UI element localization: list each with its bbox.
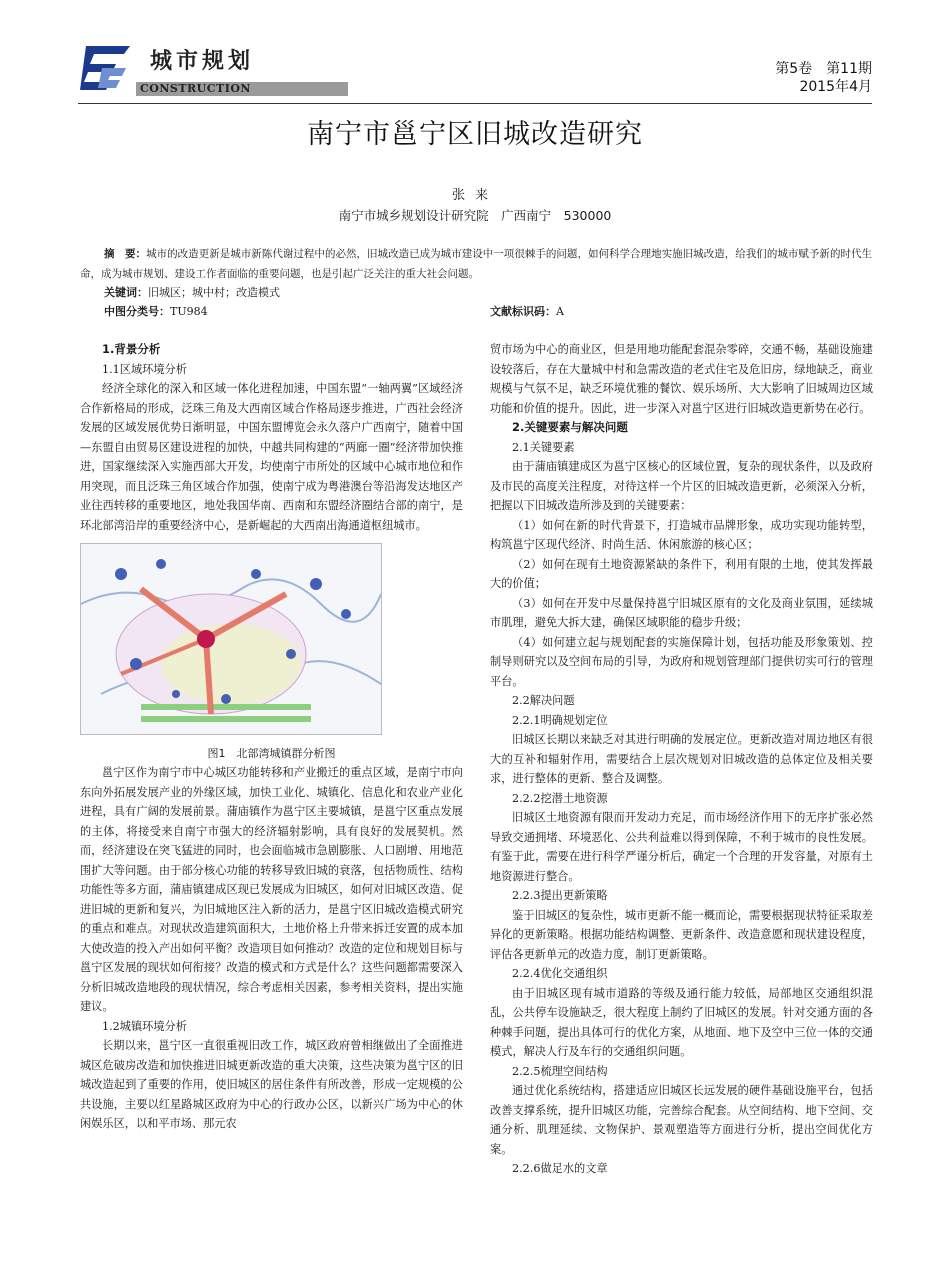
journal-title: 城市规划 — [150, 49, 255, 74]
subsection-heading: 2.2解决问题 — [512, 694, 575, 707]
header-rule — [78, 103, 872, 104]
doc-code-text: A — [556, 305, 564, 318]
article-title: 南宁市邕宁区旧城改造研究 — [307, 119, 643, 150]
list-item: （3）如何在开发中尽量保持邕宁旧城区原有的文化及商业氛围，延续城市肌理，避免大拆大建，确保区域职能的稳步升级； — [490, 596, 873, 629]
figure-map — [80, 543, 382, 735]
subsection-heading: 2.2.2挖潜土地资源 — [512, 791, 608, 805]
keywords — [104, 284, 280, 302]
subsection-heading: 2.2.5梳理空间结构 — [512, 1064, 608, 1078]
left-column — [80, 340, 463, 1134]
abstract — [80, 244, 872, 284]
volume-number: 第5卷 第11期 — [775, 61, 872, 77]
journal-subtitle-bar — [136, 82, 348, 96]
paragraph: 贸市场为中心的商业区，但是用地功能配套混杂零碎，交通不畅，基础设施建设较落后，存在大量城中村和急需改造的老式住宅及危旧房，绿地缺乏，商业规模与气氛不足，缺乏环境优雅的餐饮、娱乐场所、大大影响了旧城周边区域功能和价值的提升。因此，进一步深入对邕宁区进行旧城改造更新势在必行。 — [490, 343, 873, 415]
section-heading: 2.关键要素与解决问题 — [512, 420, 628, 434]
list-item: （4）如何建立起与规划配套的实施保障计划，包括功能及形象策划、控制导则研究以及空间布局的引导，为政府和规划管理部门提供切实可行的管理平台。 — [490, 635, 873, 688]
issue-date: 2015年4月 — [799, 79, 872, 95]
paragraph: 旧城区土地资源有限而开发动力充足，而市场经济作用下的无序扩张必然导致交通拥堵、环境恶化、公共利益难以得到保障，不利于城市的良性发展。有鉴于此，需要在进行科学严谨分析后，确定一个合理的开发容量，对原有土地资源进行整合。 — [490, 811, 873, 883]
abstract-text: 城市的改造更新是城市新陈代谢过程中的必然，旧城改造已成为城市建设中一项很棘手的问题，如何科学合理地实施旧城改造，给我们的城市赋予新的时代生命，成为城市规划、建设工作者面临的重要问题，也是引起广泛关注的重大社会问题。 — [80, 248, 873, 280]
keywords-label: 关键词： — [104, 286, 148, 299]
abstract-label: 摘 要： — [104, 248, 147, 260]
subsection-heading: 2.2.3提出更新策略 — [512, 889, 608, 902]
author-affiliation: 南宁市城乡规划设计研究院 广西南宁 530000 — [338, 208, 612, 223]
article-author: 张来 — [451, 188, 498, 203]
paragraph: 长期以来，邕宁区一直很重视旧改工作，城区政府曾相继做出了全面推进城区危破房改造和加快推进旧城更新改造的重大决策，这些决策为邕宁区的旧城改造起到了重要的作用，使旧城区的居住条件有所改善，形成一定规模的公共设施，主要以红星路城区政府为中心的行政办公区，以新兴广场为中心的休闲娱乐区，以和平市场、那元农 — [80, 1039, 463, 1130]
paragraph: 旧城区长期以来缺乏对其进行明确的发展定位。更新改造对周边地区有很大的互补和辐射作用，需要结合上层次规划对旧城改造的总体定位及相关要求，进行整体的更新、整合及调整。 — [490, 733, 873, 785]
right-column — [490, 340, 873, 1179]
paragraph: 由于旧城区现有城市道路的等级及通行能力较低，局部地区交通组织混乱，公共停车设施缺乏，很大程度上制约了旧城区的发展。针对交通方面的各种棘手问题，提出具体可行的优化方案，从地面、地下及空中三位一体的交通模式，解决人行及车行的交通组织问题。 — [490, 986, 873, 1058]
list-item: （1）如何在新的时代背景下，打造城市品牌形象，成功实现功能转型，构筑邕宁区现代经济、时尚生活、休闲旅游的核心区； — [490, 518, 873, 551]
doc-code-label: 文献标识码： — [490, 305, 556, 318]
clc-text: TU984 — [170, 305, 208, 318]
journal-header — [78, 36, 872, 98]
section-heading: 1.背景分析 — [102, 342, 161, 356]
subsection-heading: 2.2.6做足水的文章 — [512, 1162, 608, 1175]
keywords-text: 旧城区；城中村；改造模式 — [148, 286, 280, 299]
list-item: （2）如何在现有土地资源紧缺的条件下，利用有限的土地，使其发挥最大的价值； — [490, 557, 873, 590]
journal-logo-icon — [80, 42, 130, 94]
figure-caption: 图1 北部湾城镇群分析图 — [207, 746, 336, 760]
issue-info — [775, 60, 872, 96]
paragraph: 通过优化系统结构，搭建适应旧城区长远发展的硬件基础设施平台，包括改善支撑系统，提升旧城区功能，完善综合配套。从空间结构、地下空间、交通分析、肌理延续、文物保护、景观塑造等方面进行分析，提出空间优化方案。 — [490, 1084, 873, 1156]
subsection-heading: 2.2.4优化交通组织 — [512, 967, 608, 980]
paragraph: 经济全球化的深入和区域一体化进程加速，中国东盟“一轴两翼”区域经济合作新格局的形成，泛珠三角及大西南区域合作格局逐步推进，广西社会经济发展的区域发展优势日渐明显，中国东盟博览会永久落户广西南宁，随着中国—东盟自由贸易区建设进程的加快，中越共同构建的“两廊一圈”经济带加快推进，国家继续深入实施西部大开发，均使南宁市所处的区域中心城市地位和作用突现，而且泛珠三角区域合作加强，使南宁成为粤港澳台等沿海发达地区产业往西转移的重要地区，地处我国华南、西南和东盟经济圈结合部的南宁，是环北部湾沿岸的重要经济中心，是新崛起的大西南出海通道枢纽城市。 — [80, 382, 463, 532]
subsection-heading: 1.1区域环境分析 — [102, 362, 187, 376]
subsection-heading: 2.1关键要素 — [512, 440, 575, 454]
clc-label: 中图分类号： — [104, 305, 170, 318]
journal-subtitle: CONSTRUCTION — [140, 82, 251, 95]
clc-number — [104, 303, 208, 321]
paragraph: 鉴于旧城区的复杂性，城市更新不能一概而论，需要根据现状特征采取差异化的更新策略。根据功能结构调整、更新条件、改造意愿和现状建设程度，评估各更新单元的改造力度，制订更新策略。 — [490, 908, 873, 961]
subsection-heading: 1.2城镇环境分析 — [102, 1019, 187, 1033]
subsection-heading: 2.2.1明确规划定位 — [512, 713, 608, 727]
paragraph: 由于蒲庙镇建成区为邕宁区核心的区域位置，复杂的现状条件，以及政府及市民的高度关注程度，对待这样一个片区的旧城改造更新，必须深入分析，把握以下旧城改造所涉及到的关键要素： — [490, 460, 873, 512]
document-code — [490, 303, 564, 321]
paragraph: 邕宁区作为南宁市中心城区功能转移和产业搬迁的重点区域，是南宁市向东向外拓展发展产业的外缘区域，加快工业化、城镇化、信息化和农业产业化进程，具有广阔的发展前景。蒲庙镇作为邕宁区主要城镇，是邕宁区重点发展的主体，将接受来自南宁市强大的经济辐射影响，具有良好的发展契机。然而，经济建设在突飞猛进的同时，也会面临城市急剧膨胀、人口剧增、用地范围扩大等问题。由于部分核心功能的转移导致旧城的衰落，包括物质性、结构功能性等多方面，蒲庙镇建成区现已发展成为旧城区，如何对旧城区改造、促进旧城的更新和复兴，为旧城地区注入新的活力，是邕宁区旧城改造模式研究的重点和难点。对现状改造建筑面积大，土地价格上升带来拆迁安置的成本加大使改造的投入产出如何平衡？改造项目如何推动？改造的定位和规划目标与邕宁区发展的现状如何衔接？改造的模式和方式是什么？这些问题都需要深入分析旧城改造地段的现状情况，综合考虑相关因素，参考相关资料，提出实施建议。 — [80, 766, 463, 1013]
